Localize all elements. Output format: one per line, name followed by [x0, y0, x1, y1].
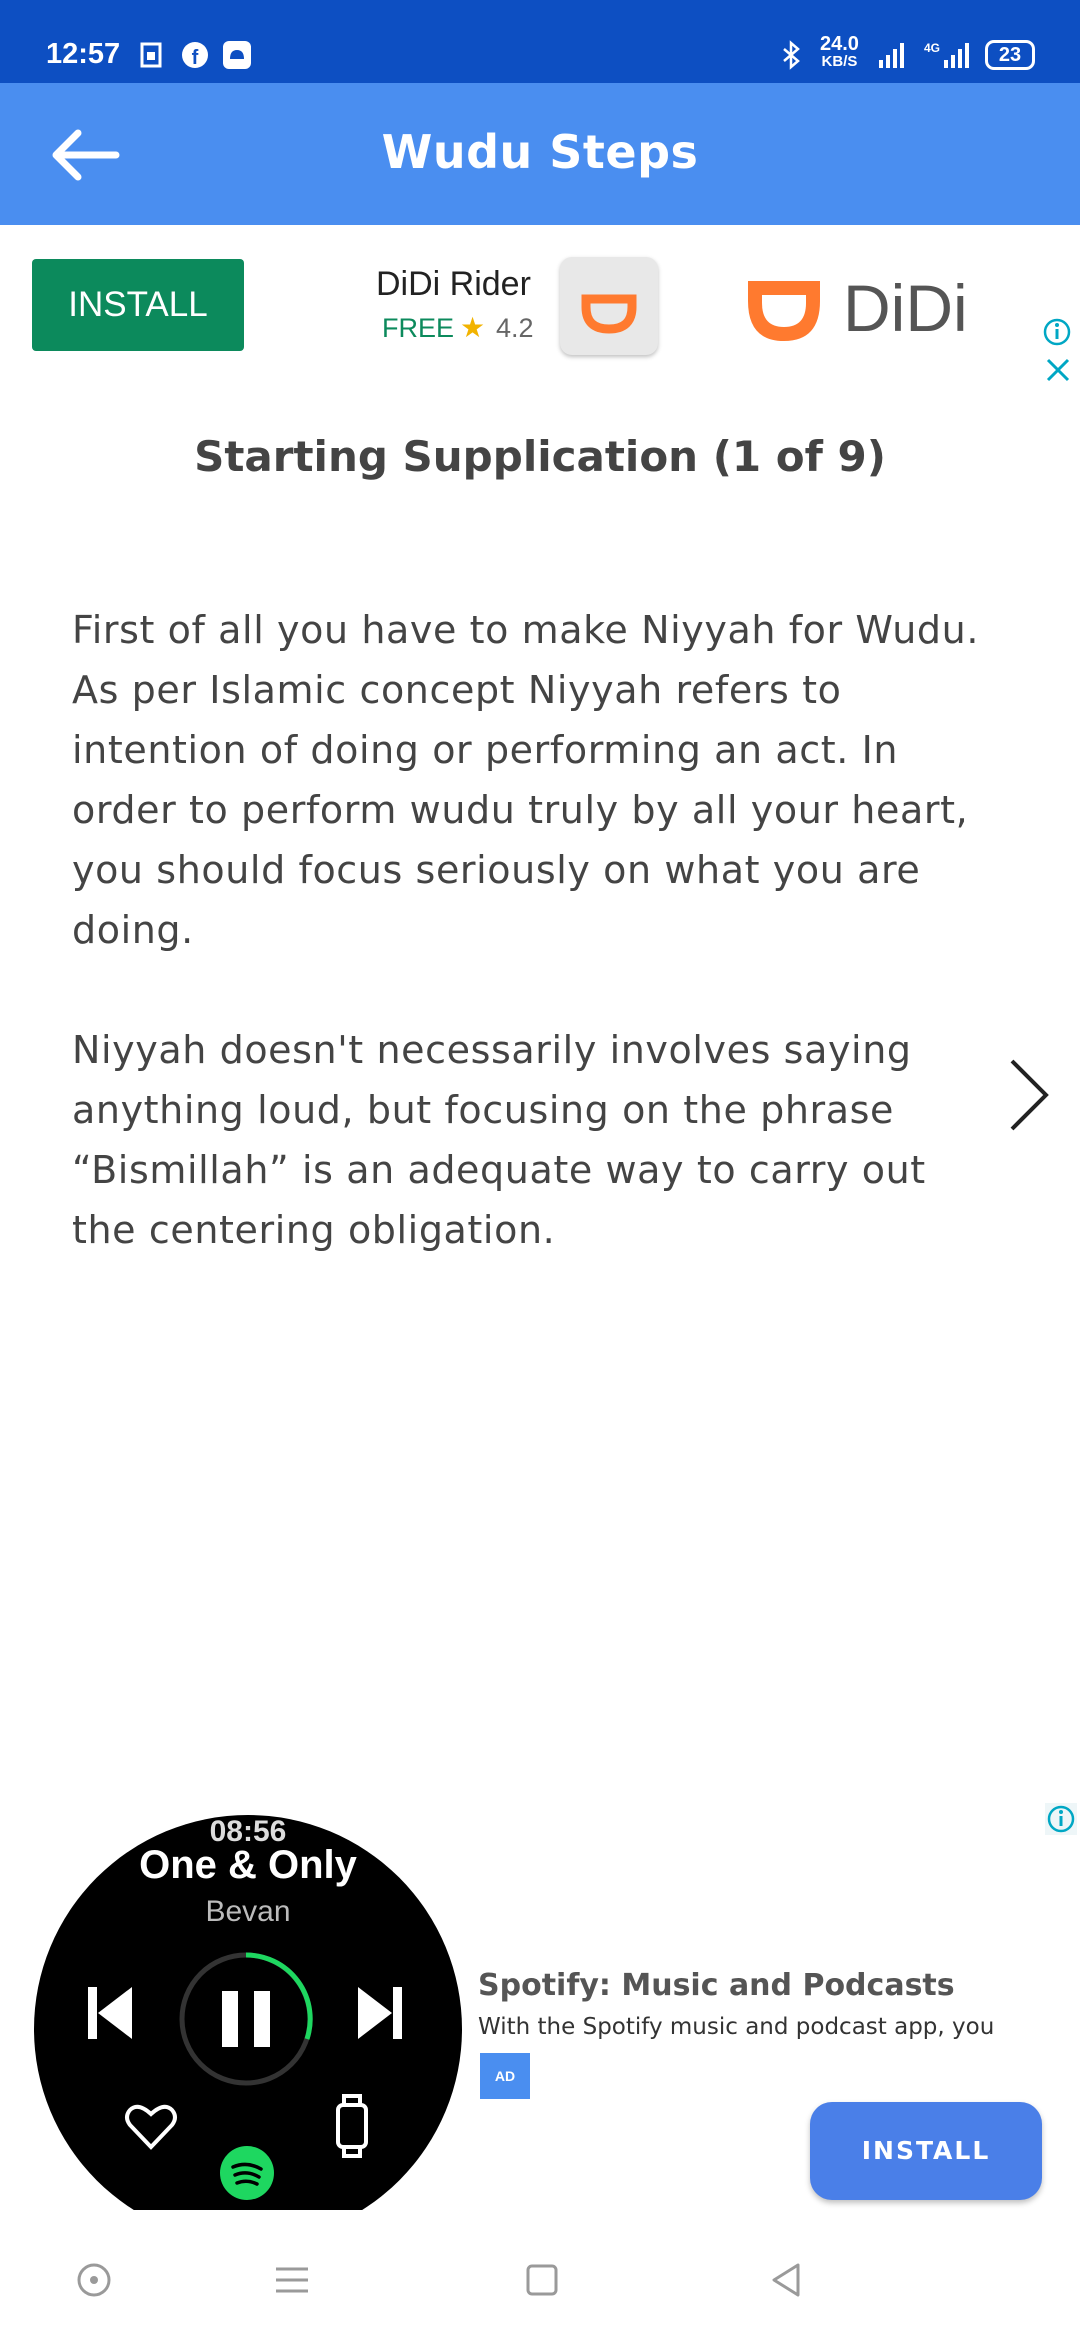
- ad-install-button[interactable]: INSTALL: [32, 259, 244, 351]
- info-icon[interactable]: [1042, 317, 1072, 347]
- bluetooth-icon: [776, 40, 806, 70]
- song-artist: Bevan: [205, 1895, 291, 1928]
- step-title: Starting Supplication (1 of 9): [194, 432, 886, 481]
- android-icon: [222, 40, 252, 70]
- signal-icon: [876, 40, 906, 70]
- spotify-logo-icon: [219, 2145, 275, 2201]
- back-triangle-icon[interactable]: [766, 2260, 806, 2300]
- didi-app-icon: [560, 257, 658, 355]
- ad-app-name: DiDi Rider: [376, 265, 531, 303]
- status-time: 12:57: [46, 38, 121, 70]
- battery-indicator: 23: [985, 40, 1035, 70]
- info-icon[interactable]: [1045, 1803, 1077, 1835]
- recent-circle-icon[interactable]: [74, 2260, 114, 2300]
- home-square-icon[interactable]: [522, 2260, 562, 2300]
- watch-device-icon: [330, 2093, 374, 2159]
- skip-previous-icon: [84, 1985, 134, 2041]
- watch-clock: 08:56: [209, 1815, 287, 1848]
- step-paragraph: First of all you have to make Niyyah for Wudu. As per Islamic concept Niyyah refers to intention of doing or performing an act. In order to perform wudu truly by all your heart, you should focus seriously on what you are doing.: [72, 608, 980, 952]
- top-ad-banner[interactable]: [0, 225, 1080, 395]
- ad-image-watch-player[interactable]: [34, 1815, 462, 2210]
- signal-4g-icon: [924, 40, 972, 70]
- ad-price: FREE: [382, 313, 455, 343]
- app-bar: [0, 83, 1080, 225]
- ad-brand-text: DiDi: [843, 271, 968, 345]
- facebook-icon: [180, 40, 210, 70]
- song-title: One & Only: [139, 1843, 357, 1887]
- close-icon[interactable]: [1044, 356, 1072, 384]
- sim-card-icon: [136, 40, 166, 70]
- step-body: [72, 600, 1002, 1320]
- chevron-right-icon[interactable]: [1000, 1055, 1056, 1135]
- ad-install-button[interactable]: INSTALL: [810, 2102, 1042, 2200]
- star-icon: ★: [460, 311, 486, 344]
- system-nav-bar: [0, 2220, 1080, 2340]
- skip-next-icon: [356, 1985, 406, 2041]
- network-speed: 24.0 KB/S: [820, 33, 859, 70]
- pause-icon: [176, 1949, 316, 2089]
- svg-text:4G: 4G: [924, 41, 941, 55]
- heart-icon: [124, 2101, 178, 2151]
- ad-badge: AD: [480, 2053, 530, 2099]
- svg-text:f: f: [191, 47, 199, 69]
- menu-icon[interactable]: [272, 2260, 312, 2300]
- ad-rating: 4.2: [496, 313, 534, 343]
- status-bar: [0, 0, 1080, 83]
- step-paragraph: Niyyah doesn't necessarily involves saying anything loud, but focusing on the phrase “Bismillah” is an adequate way to carry out the centering obligation.: [72, 1028, 926, 1252]
- ad-description: With the Spotify music and podcast app, you: [478, 2014, 995, 2040]
- page-title: Wudu Steps: [381, 125, 699, 179]
- ad-title[interactable]: Spotify: Music and Podcasts: [478, 1968, 955, 2003]
